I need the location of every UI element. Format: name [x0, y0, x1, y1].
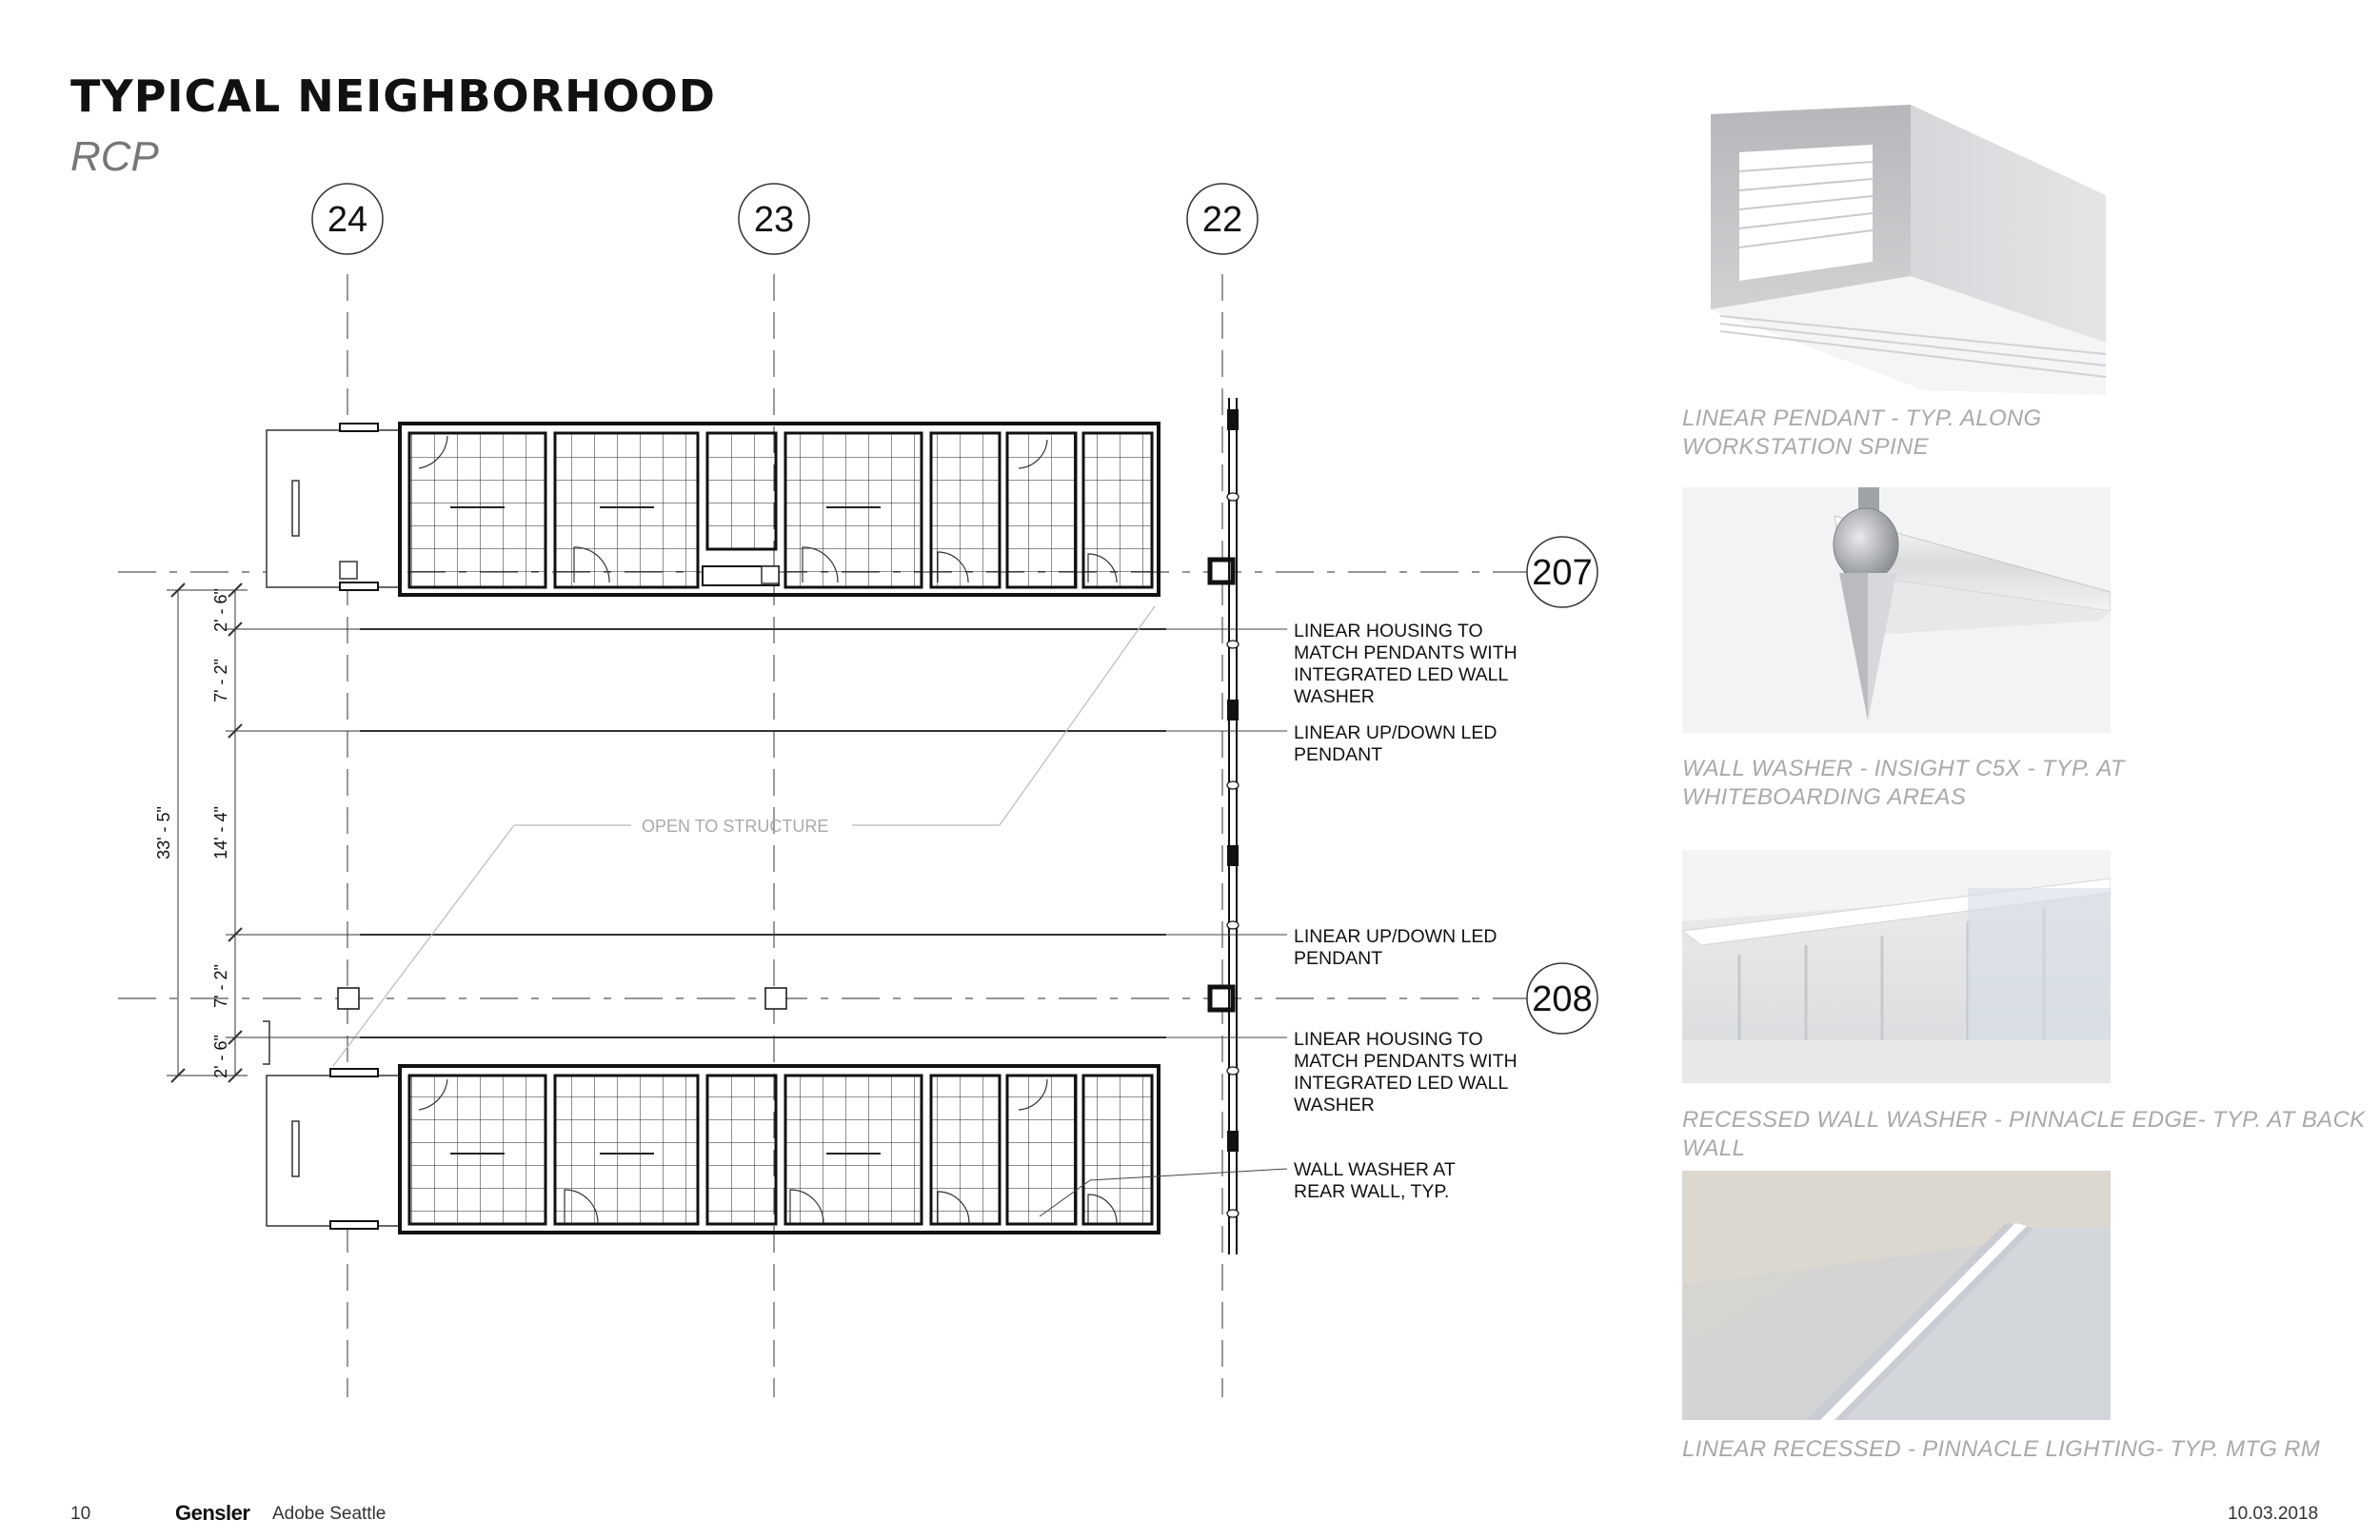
grid-label-207: 207	[1532, 553, 1593, 593]
svg-text:WASHER: WASHER	[1294, 686, 1375, 707]
gensler-logo: Gensler	[175, 1501, 250, 1525]
bottom-room-row	[267, 1066, 1159, 1233]
project-name: Adobe Seattle	[272, 1504, 387, 1524]
linear-pendant-photo	[1682, 105, 2111, 395]
linear-recessed-photo	[1682, 1171, 2111, 1420]
fixture-caption-3: RECESSED WALL WASHER - PINNACLE EDGE- TYP. AT BACK WALL	[1682, 1107, 2366, 1161]
svg-text:MATCH PENDANTS WITH: MATCH PENDANTS WITH	[1294, 642, 1517, 663]
svg-text:WASHER: WASHER	[1294, 1095, 1375, 1116]
annotation-pendant-bottom	[1294, 926, 1497, 969]
annotation-housing-top	[1294, 621, 1517, 707]
fixture-caption-4: LINEAR RECESSED - PINNACLE LIGHTING- TYP. MTG RM	[1682, 1436, 2321, 1462]
dim-seg-3: 14' - 4"	[211, 806, 230, 859]
page-title: TYPICAL NEIGHBORHOOD	[70, 70, 716, 122]
page-subtitle: RCP	[70, 133, 159, 180]
open-to-structure-label: OPEN TO STRUCTURE	[642, 817, 829, 836]
svg-text:INTEGRATED LED WALL: INTEGRATED LED WALL	[1294, 664, 1509, 685]
svg-text:REAR WALL, TYP.: REAR WALL, TYP.	[1294, 1181, 1450, 1202]
dim-seg-5: 2' - 6"	[211, 1035, 230, 1078]
svg-text:INTEGRATED LED WALL: INTEGRATED LED WALL	[1294, 1073, 1509, 1094]
wall-washer-photo	[1682, 487, 2111, 733]
curtain-wall	[1227, 398, 1239, 1254]
annotation-wall-washer	[1294, 1159, 1456, 1202]
svg-text:WALL WASHER AT: WALL WASHER AT	[1294, 1159, 1456, 1180]
fixture-caption-2: WALL WASHER - INSIGHT C5X - TYP. AT WHITEBOARDING AREAS	[1682, 756, 2125, 810]
dim-seg-1: 2' - 6"	[211, 588, 230, 632]
fixture-caption-1: LINEAR PENDANT - TYP. ALONG WORKSTATION SPINE	[1682, 405, 2042, 460]
annotation-pendant-top	[1294, 722, 1497, 765]
dim-overall: 33' - 5"	[154, 806, 173, 859]
svg-text:MATCH PENDANTS WITH: MATCH PENDANTS WITH	[1294, 1051, 1517, 1072]
svg-text:LINEAR UP/DOWN LED: LINEAR UP/DOWN LED	[1294, 722, 1497, 743]
annotation-housing-bottom	[1294, 1029, 1517, 1116]
dimension-strings	[167, 583, 360, 1082]
svg-text:LINEAR HOUSING TO: LINEAR HOUSING TO	[1294, 621, 1483, 642]
grid-label-208: 208	[1532, 979, 1593, 1019]
dim-seg-4: 7' - 2"	[211, 964, 230, 1008]
top-room-row	[267, 424, 1159, 595]
page-number: 10	[70, 1504, 91, 1524]
grid-label-24: 24	[327, 200, 368, 240]
svg-text:LINEAR HOUSING TO: LINEAR HOUSING TO	[1294, 1029, 1483, 1050]
document-date: 10.03.2018	[2228, 1504, 2319, 1524]
grid-label-23: 23	[753, 200, 795, 240]
grid-label-22: 22	[1201, 200, 1243, 240]
recessed-wall-washer-photo	[1682, 850, 2111, 1083]
dim-seg-2: 7' - 2"	[211, 659, 230, 702]
svg-text:PENDANT: PENDANT	[1294, 948, 1383, 969]
svg-text:PENDANT: PENDANT	[1294, 744, 1383, 765]
svg-text:LINEAR UP/DOWN LED: LINEAR UP/DOWN LED	[1294, 926, 1497, 947]
